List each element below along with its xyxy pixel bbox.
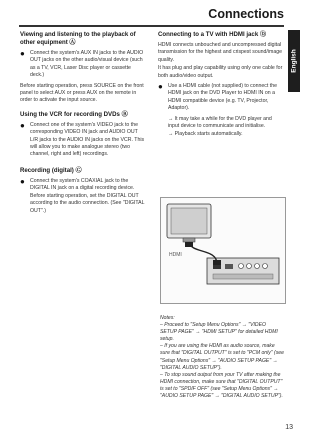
right-column: [158, 31, 284, 140]
notes-title: Notes:: [160, 315, 175, 321]
page-title: Connections: [208, 7, 284, 21]
paragraph-hdmi-intro: HDMI connects unbouched and uncompressed digital transmission for the highest and crispest sound/image quality.: [158, 42, 282, 63]
paragraph-plug-and-play: It has plug and play capability using only one cable for both audio/video output.: [158, 65, 283, 79]
connection-illustration: [161, 198, 285, 303]
bullet-hdmi: [158, 83, 284, 113]
notes-block: [160, 315, 284, 400]
bullet-icon: ●: [20, 120, 25, 130]
note-item: – Proceed to "Setup Menu Options" → "VIDEO SETUP PAGE" → "HDMI SETUP" for detailed HDMI setup.: [160, 322, 278, 343]
note-item: – To stop sound output from your TV after making the HDMI connection, make sure that "DIGITAL OUTPUT" is set to "SPDIF OFF" (see "Setup Menu Options" → "AUDIO SETUP PAGE" → "DIGITAL AUDIO SETUP").: [160, 371, 283, 400]
header-rule: [19, 25, 284, 27]
arrow-note-initialise: → It may take a while for the DVD player and input device to communicate and initialise.: [168, 115, 272, 130]
bullet-coaxial: [20, 178, 146, 215]
language-tab: [288, 30, 300, 92]
section-heading-digital: Recording (digital) Ⓒ: [20, 166, 82, 174]
section-heading-vcr: Using the VCR for recording DVDs Ⓑ: [20, 110, 128, 118]
bullet-text: Connect the system's COAXIAL jack to the DIGITAL IN jack on a digital recording device. Before starting operation, set the DIGITAL OUT according to the audio connection. (See "DIGITAL OUT".): [30, 177, 145, 214]
paragraph-source: Before starting operation, press SOURCE on the front panel to select AUX or press AUX on the remote in order to activate the input source.: [20, 82, 144, 104]
bullet-text: Connect the system's AUX IN jacks to the AUDIO OUT jacks on the other audio/visual device (such as a TV, VCR, Laser Disc player or cassette deck.): [30, 50, 144, 79]
language-tab-label: English: [290, 49, 298, 73]
bullet-icon: ●: [20, 49, 25, 58]
page-number: 13: [285, 424, 293, 431]
bullet-text: Connect one of the system's VIDEO jack to the corresponding VIDEO IN jack and AUDIO OUT L/R jacks to the AUDIO IN jacks on the VCR. This will allow you to make analogue stereo (two channel, right and left) recordings.: [30, 121, 145, 158]
arrow-note-playback: → Playback starts automatically.: [168, 131, 243, 138]
section-heading-hdmi: Connecting to a TV with HDMI jack Ⓓ: [158, 31, 267, 38]
section-heading-aux: Viewing and listening to the playback of other equipment Ⓐ: [20, 31, 136, 46]
bullet-text: Use a HDMI cable (not supplied) to connect the HDMI jack on the DVD Player to HDMI IN on a HDMI compatible device (e.g. TV, Projector, Adaptor).: [168, 83, 277, 112]
bullet-aux: [20, 50, 146, 80]
note-item: – If you are using the HDMI as audio source, make sure that "DIGITAL OUTPUT" is set to "PCM only" (see "Setup Menu Options" → "AUDIO SETUP PAGE" → "DIGITAL AUDIO SETUP").: [160, 343, 284, 371]
left-column: [20, 31, 146, 218]
hdmi-cable-label: HDMI: [169, 252, 182, 258]
bullet-icon: ●: [20, 176, 25, 186]
connection-diagram: [160, 197, 286, 304]
bullet-vcr: [20, 122, 146, 159]
tv-illustration: [167, 204, 211, 242]
bullet-icon: ●: [158, 82, 163, 92]
